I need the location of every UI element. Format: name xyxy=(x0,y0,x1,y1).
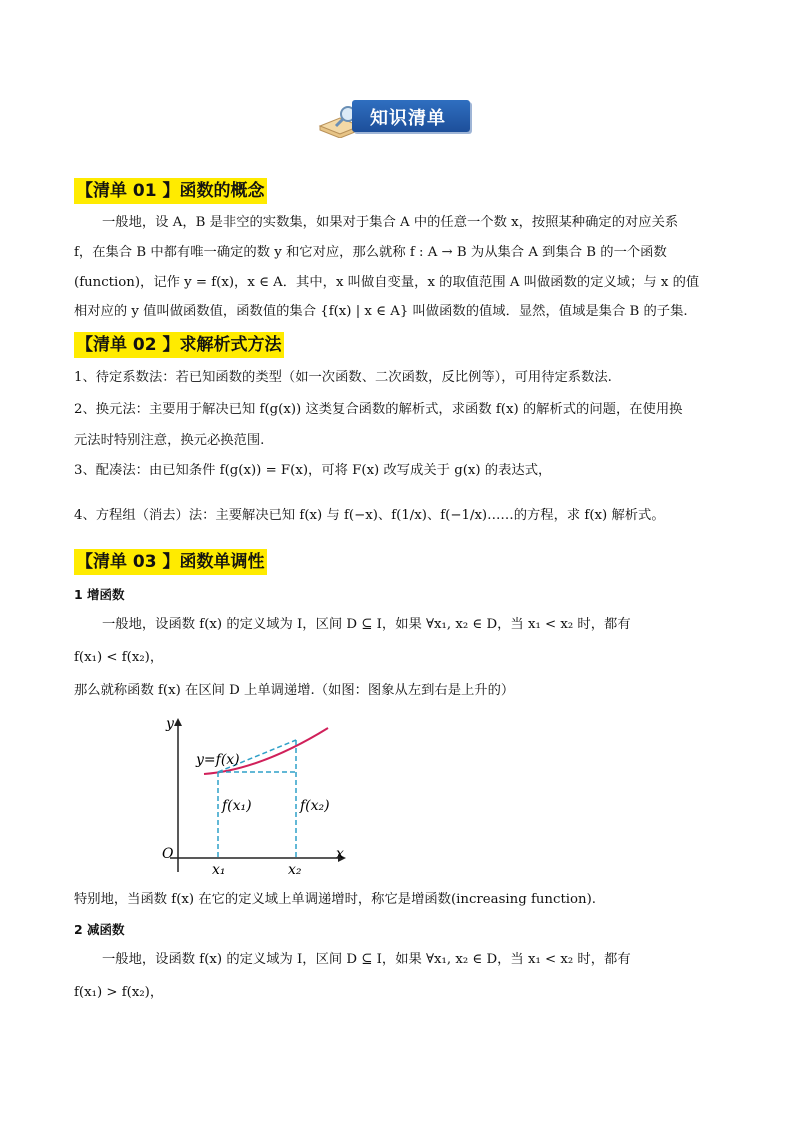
s3-paragraph-line: 一般地，设函数 f(x) 的定义域为 I，区间 D ⊆ I，如果 ∀x₁, x₂ ∈ D，当 x₁ < x₂ 时，都有 xyxy=(102,617,631,632)
fx1-label: f(x₁) xyxy=(222,798,252,814)
s2-paragraph-line: 元法时特别注意，换元必换范围. xyxy=(74,433,265,448)
s2-paragraph-line: 2、换元法：主要用于解决已知 f(g(x)) 这类复合函数的解析式，求函数 f(x) 的解析式的问题，在使用换 xyxy=(74,402,683,417)
increasing-function-graph xyxy=(150,712,360,882)
fx2-label: f(x₂) xyxy=(300,798,330,814)
y-axis-label: y xyxy=(166,716,174,732)
banner-title: 知识清单 xyxy=(370,108,446,129)
y-axis-arrow xyxy=(174,718,182,726)
s3-paragraph-line: 特别地，当函数 f(x) 在它的定义域上单调递增时，称它是增函数(increasing function). xyxy=(74,892,597,907)
x-axis-label: x xyxy=(336,846,344,862)
section-heading-02: 【清单 02 】求解析式方法 xyxy=(74,332,284,358)
s1-paragraph-line: 相对应的 y 值叫做函数值，函数值的集合 {f(x) | x ∈ A} 叫做函数的值域．显然，值域是集合 B 的子集. xyxy=(74,304,688,319)
s2-paragraph-line: 3、配凑法：由已知条件 f(g(x)) = F(x)，可将 F(x) 改写成关于 g(x) 的表达式， xyxy=(74,463,552,478)
origin-label: O xyxy=(162,846,174,862)
s1-paragraph-line: f，在集合 B 中都有唯一确定的数 y 和它对应，那么就称 f : A → B 为从集合 A 到集合 B 的一个函数 xyxy=(74,245,667,260)
x1-tick-label: x₁ xyxy=(212,862,226,878)
section-heading-01: 【清单 01 】函数的概念 xyxy=(74,178,267,204)
s1-paragraph-line: 一般地，设 A，B 是非空的实数集，如果对于集合 A 中的任意一个数 x，按照某种确定的对应关系 xyxy=(102,215,679,230)
s1-paragraph-line: (function)，记作 y = f(x)，x ∈ A．其中，x 叫做自变量，x 的取值范围 A 叫做函数的定义域；与 x 的值 xyxy=(74,275,700,290)
s2-paragraph-line: 4、方程组（消去）法：主要解决已知 f(x) 与 f(−x)、f(1/x)、f(−1/x)……的方程，求 f(x) 解析式。 xyxy=(74,508,665,523)
x2-tick-label: x₂ xyxy=(288,862,302,878)
curve-label: y=f(x) xyxy=(196,752,240,768)
s3-paragraph-line: f(x₁) < f(x₂)， xyxy=(74,650,164,665)
s2-paragraph-line: 1、待定系数法：若已知函数的类型（如一次函数、二次函数，反比例等），可用待定系数法. xyxy=(74,370,612,385)
section-heading-03: 【清单 03 】函数单调性 xyxy=(74,549,267,575)
s3-paragraph-line: 那么就称函数 f(x) 在区间 D 上单调递增.（如图：图象从左到右是上升的） xyxy=(74,683,515,698)
s3-paragraph-line: f(x₁) > f(x₂)， xyxy=(74,985,164,1000)
knowledge-list-banner xyxy=(318,94,478,142)
subheading-increasing: 1 增函数 xyxy=(74,587,125,602)
s3-paragraph-line: 一般地，设函数 f(x) 的定义域为 I，区间 D ⊆ I，如果 ∀x₁, x₂ ∈ D，当 x₁ < x₂ 时，都有 xyxy=(102,952,631,967)
subheading-decreasing: 2 减函数 xyxy=(74,922,125,937)
